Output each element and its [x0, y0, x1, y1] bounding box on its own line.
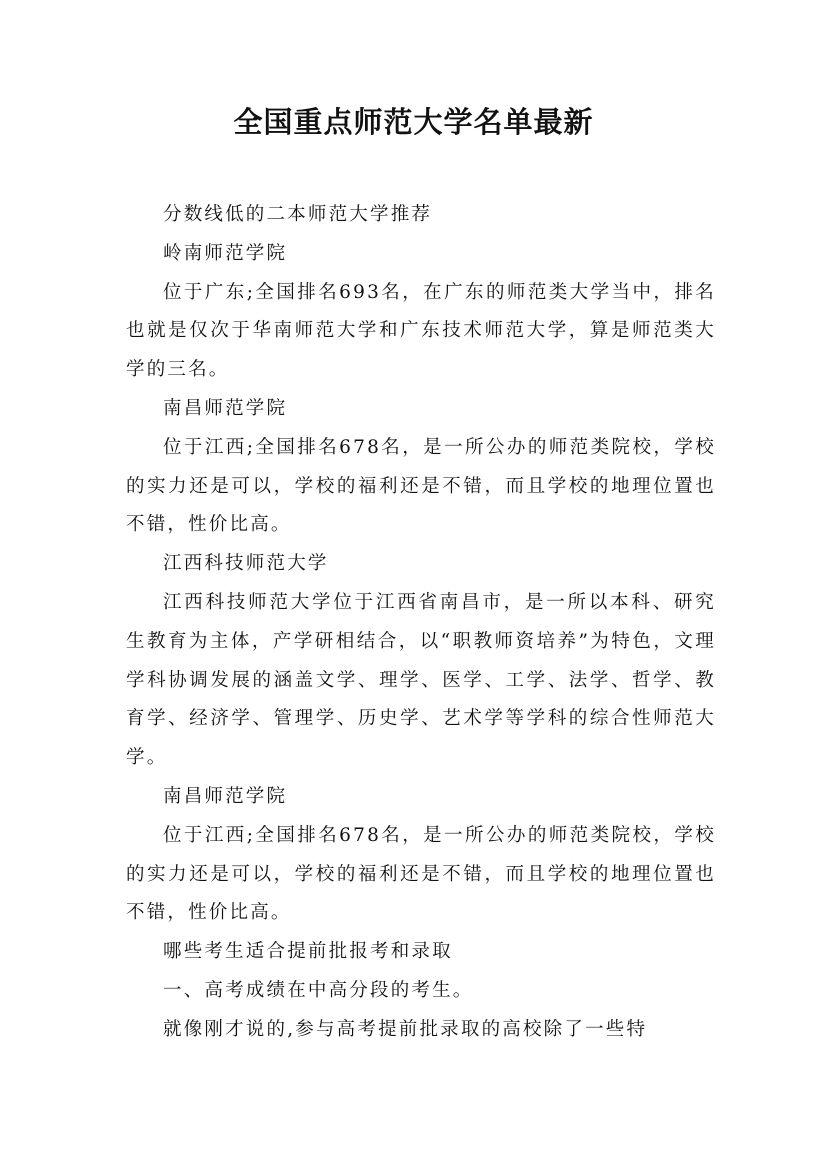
paragraph-list-item: 一、高考成绩在中高分段的考生。 — [163, 979, 474, 1001]
paragraph-body-text: 就像刚才说的,参与高考提前批录取的高校除了一些特 — [163, 1018, 648, 1040]
document-title: 全国重点师范大学名单最新 — [233, 105, 594, 139]
paragraph-school-name: 南昌师范学院 — [163, 785, 288, 807]
paragraph-school-description: 位于江西;全国排名678名，是一所公办的师范类院校，学校的实力还是可以，学校的福利还是不错，而且学校的地理位置也不错，性价比高。 — [126, 824, 716, 924]
paragraph-section-heading: 分数线低的二本师范大学推荐 — [163, 204, 433, 225]
paragraph-school-description: 江西科技师范大学位于江西省南昌市，是一所以本科、研究生教育为主体，产学研相结合，以“职教师资培养”为特色，文理学科协调发展的涵盖文学、理学、医学、工学、法学、哲学、教育学、经济学、管理学、历史学、艺术学等学科的综合性师范大学。 — [126, 591, 716, 769]
paragraph-school-name: 岭南师范学院 — [163, 242, 288, 264]
paragraph-section-heading: 哪些考生适合提前批报考和录取 — [163, 941, 453, 963]
paragraph-school-description: 位于广东;全国排名693名，在广东的师范类大学当中，排名也就是仅次于华南师范大学和广东技术师范大学，算是师范类大学的三名。 — [126, 281, 716, 381]
paragraph-school-name: 江西科技师范大学 — [163, 553, 329, 575]
paragraph-school-name: 南昌师范学院 — [163, 397, 288, 419]
paragraph-school-description: 位于江西;全国排名678名，是一所公办的师范类院校，学校的实力还是可以，学校的福利还是不错，而且学校的地理位置也不错，性价比高。 — [126, 436, 716, 536]
document-body — [126, 196, 716, 1050]
